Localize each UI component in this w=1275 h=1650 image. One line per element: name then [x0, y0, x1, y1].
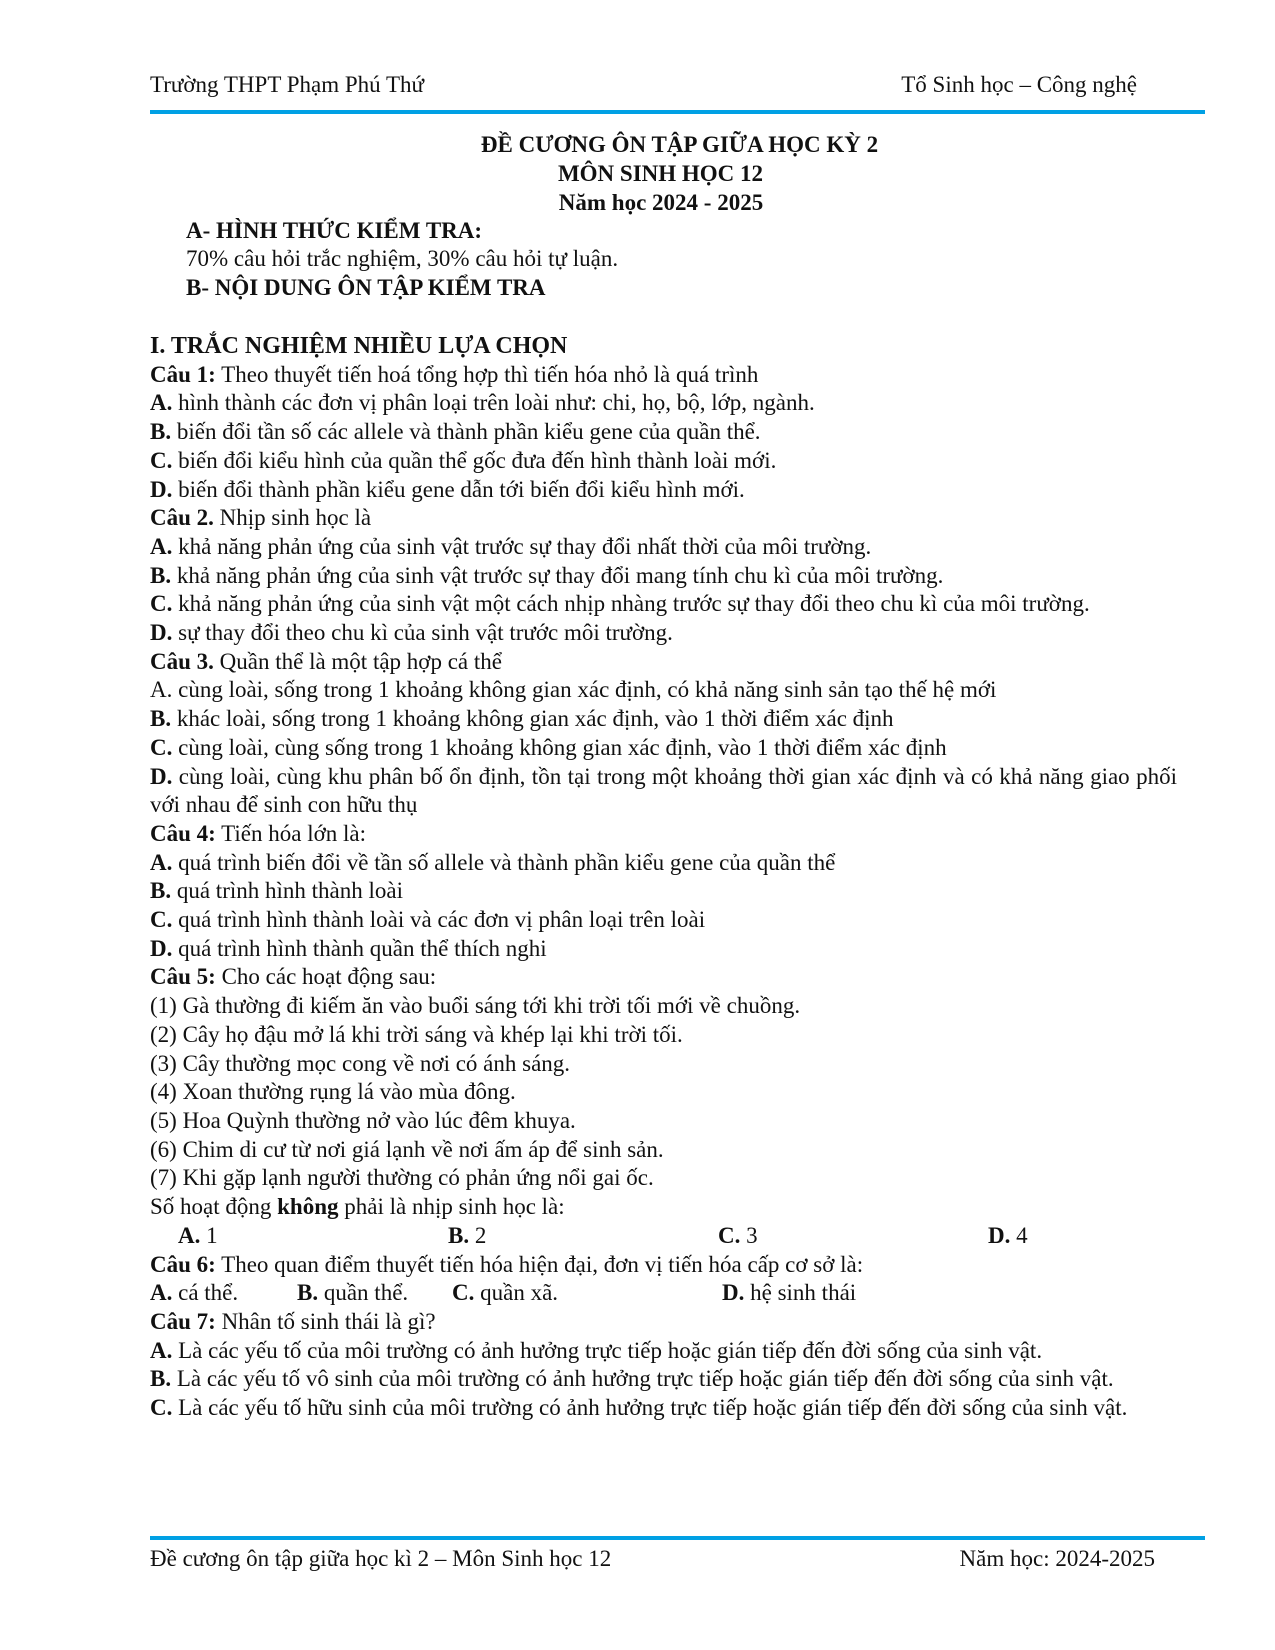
question-text: phải là nhịp sinh học là: [338, 1194, 565, 1220]
question-emphasis: không [277, 1194, 339, 1220]
q4-option-a [150, 849, 1177, 878]
part-1-title: I. TRẮC NGHIỆM NHIỀU LỰA CHỌN [150, 333, 568, 359]
option-key: A. [178, 1222, 201, 1248]
q7-option-b [150, 1365, 1177, 1394]
question-text: Tiến hóa lớn là: [215, 820, 366, 846]
question-label: Câu 1: [150, 361, 216, 387]
option-text: 2 [469, 1222, 487, 1248]
question-text: Nhịp sinh học là [213, 505, 372, 531]
question-label: Câu 6: [150, 1251, 216, 1277]
q5-item-1: (1) Gà thường đi kiếm ăn vào buổi sáng tới khi trời tối mới về chuồng. [150, 993, 801, 1019]
option-text: Là các yếu tố vô sinh của môi trường có ảnh hưởng trực tiếp hoặc gián tiếp đến đời sống của sinh vật. [171, 1366, 1114, 1392]
option-key: B. [150, 562, 172, 588]
option-key: D. [150, 935, 173, 961]
section-a-heading: A- HÌNH THỨC KIỂM TRA: [186, 218, 483, 243]
option-text: 3 [740, 1222, 758, 1248]
option-key: D. [988, 1222, 1011, 1248]
question-label: Câu 7: [150, 1308, 216, 1334]
option-text: Là các yếu tố của môi trường có ảnh hưởng trực tiếp hoặc gián tiếp đến đời sống của sinh vật. [172, 1337, 1043, 1363]
option-text: quần thể. [318, 1280, 409, 1306]
q3-option-c [150, 734, 1177, 763]
question-text: Số hoạt động [150, 1194, 278, 1220]
option-key: B. [150, 419, 172, 445]
option-text: khả năng phản ứng của sinh vật trước sự thay đổi mang tính chu kì của môi trường. [171, 562, 944, 588]
option-key: B. [150, 878, 172, 904]
q7-option-c [150, 1394, 1177, 1423]
q5-item-7: (7) Khi gặp lạnh người thường có phản ứng nổi gai ốc. [150, 1165, 654, 1191]
option-text: quá trình hình thành loài và các đơn vị phân loại trên loài [172, 907, 706, 933]
question-text: Quần thể là một tập hợp cá thể [213, 648, 502, 674]
option-key: D. [150, 476, 173, 502]
option-text: Là các yếu tố hữu sinh của môi trường có ảnh hưởng trực tiếp hoặc gián tiếp đến đời sống của sinh vật. [172, 1395, 1128, 1421]
q3-option-d [150, 763, 1177, 820]
header-rule [150, 110, 1205, 114]
option-text: quá trình hình thành loài [171, 878, 403, 904]
question-text: Theo thuyết tiến hoá tổng hợp thì tiến hóa nhỏ là quá trình [215, 361, 759, 387]
q7-option-a [150, 1337, 1177, 1366]
question-text: Theo quan điểm thuyết tiến hóa hiện đại, đơn vị tiến hóa cấp cơ sở là: [215, 1251, 864, 1277]
q6-answer-a [150, 1279, 297, 1308]
q3-option-a: A. cùng loài, sống trong 1 khoảng không gian xác định, có khả năng sinh sản tạo thế hệ mới [150, 677, 997, 703]
option-text: quá trình hình thành quần thể thích nghi [172, 935, 547, 961]
option-text: quần xã. [474, 1280, 559, 1306]
q2-option-d [150, 619, 1177, 648]
question-text: Cho các hoạt động sau: [215, 964, 437, 990]
section-a-text: 70% câu hỏi trắc nghiệm, 30% câu hỏi tự luận. [186, 246, 619, 271]
q5-answer-a [178, 1222, 448, 1251]
option-key: A. [150, 533, 173, 559]
question-2-stem [150, 504, 1177, 533]
footer-document-name: Đề cương ôn tập giữa học kì 2 – Môn Sinh học 12 [150, 1546, 612, 1571]
q5-answer-row [150, 1222, 1177, 1251]
option-key: A. [150, 1337, 173, 1363]
option-text: khả năng phản ứng của sinh vật một cách nhịp nhàng trước sự thay đổi theo chu kì của môi trường. [172, 591, 1090, 617]
question-5-stem [150, 963, 1177, 992]
q4-option-b [150, 877, 1177, 906]
question-content [150, 332, 1177, 1423]
option-text: 1 [200, 1222, 218, 1248]
question-label: Câu 3. [150, 648, 214, 674]
option-text: cá thể. [172, 1280, 239, 1306]
question-1-stem [150, 361, 1177, 390]
option-key: B. [297, 1280, 319, 1306]
option-key: C. [150, 907, 173, 933]
question-6-stem [150, 1251, 1177, 1280]
footer-school-year: Năm học: 2024-2025 [959, 1546, 1155, 1571]
option-key: C. [718, 1222, 741, 1248]
q6-answer-c [452, 1279, 722, 1308]
q5-item-3: (3) Cây thường mọc cong về nơi có ánh sáng. [150, 1050, 571, 1076]
option-text: quá trình biến đổi về tần số allele và thành phần kiểu gene của quần thể [172, 849, 836, 875]
q2-option-b [150, 562, 1177, 591]
option-text: sự thay đổi theo chu kì của sinh vật trước môi trường. [172, 620, 673, 646]
option-text: khả năng phản ứng của sinh vật trước sự thay đổi nhất thời của môi trường. [172, 533, 872, 559]
header-department: Tổ Sinh học – Công nghệ [901, 72, 1137, 97]
q5-item-2: (2) Cây họ đậu mở lá khi trời sáng và khép lại khi trời tối. [150, 1021, 683, 1047]
q1-option-a [150, 389, 1177, 418]
option-key: D. [722, 1280, 745, 1306]
option-text: 4 [1010, 1222, 1028, 1248]
option-text: biến đổi kiểu hình của quần thể gốc đưa đến hình thành loài mới. [172, 447, 777, 473]
option-key: D. [150, 763, 173, 789]
option-key: C. [150, 734, 173, 760]
q3-option-b [150, 705, 1177, 734]
q5-item-4: (4) Xoan thường rụng lá vào mùa đông. [150, 1079, 516, 1105]
option-text: cùng loài, cùng khu phân bố ổn định, tồn tại trong một khoảng thời gian xác định và có khả năng giao phối với nhau để sinh con hữu thụ [150, 763, 1177, 818]
option-key: B. [150, 1366, 172, 1392]
q2-option-c [150, 590, 1177, 619]
school-year-title: Năm học 2024 - 2025 [558, 190, 764, 215]
q5-answer-c [718, 1222, 988, 1251]
q4-option-c [150, 906, 1177, 935]
question-label: Câu 4: [150, 820, 216, 846]
subject-title: MÔN SINH HỌC 12 [557, 161, 764, 186]
option-key: A. [150, 849, 173, 875]
header-school: Trường THPT Phạm Phú Thứ [150, 72, 424, 97]
option-key: C. [452, 1280, 475, 1306]
q5-answer-d [988, 1222, 1028, 1251]
option-text: hình thành các đơn vị phân loại trên loài như: chi, họ, bộ, lớp, ngành. [172, 390, 815, 416]
option-text: biến đổi tần số các allele và thành phần kiểu gene của quần thể. [171, 419, 761, 445]
option-key: C. [150, 447, 173, 473]
option-text: hệ sinh thái [744, 1280, 857, 1306]
option-key: B. [448, 1222, 470, 1248]
option-key: B. [150, 706, 172, 732]
option-text: khác loài, sống trong 1 khoảng không gian xác định, vào 1 thời điểm xác định [171, 706, 894, 732]
q5-item-6: (6) Chim di cư từ nơi giá lạnh về nơi ấm áp để sinh sản. [150, 1136, 664, 1162]
option-text: biến đổi thành phần kiểu gene dẫn tới biến đổi kiểu hình mới. [172, 476, 745, 502]
q5-question [150, 1193, 1177, 1222]
section-b-heading: B- NỘI DUNG ÔN TẬP KIỂM TRA [186, 275, 546, 300]
option-key: A. [150, 1280, 173, 1306]
q6-answer-b [297, 1279, 452, 1308]
question-label: Câu 2. [150, 505, 214, 531]
q5-answer-b [448, 1222, 718, 1251]
option-key: D. [150, 620, 173, 646]
question-text: Nhân tố sinh thái là gì? [215, 1308, 436, 1334]
q4-option-d [150, 935, 1177, 964]
document-title: ĐỀ CƯƠNG ÔN TẬP GIỮA HỌC KỲ 2 [480, 132, 879, 157]
q1-option-c [150, 447, 1177, 476]
question-4-stem [150, 820, 1177, 849]
option-key: C. [150, 591, 173, 617]
question-3-stem [150, 648, 1177, 677]
q6-answer-row [150, 1279, 1177, 1308]
q5-item-5: (5) Hoa Quỳnh thường nở vào lúc đêm khuya. [150, 1107, 576, 1133]
q6-answer-d [722, 1279, 856, 1308]
q2-option-a [150, 533, 1177, 562]
q1-option-b [150, 418, 1177, 447]
option-key: A. [150, 390, 173, 416]
footer-rule [150, 1536, 1205, 1540]
option-key: C. [150, 1395, 173, 1421]
q1-option-d [150, 476, 1177, 505]
option-text: cùng loài, cùng sống trong 1 khoảng không gian xác định, vào 1 thời điểm xác định [172, 734, 947, 760]
question-label: Câu 5: [150, 964, 216, 990]
question-7-stem [150, 1308, 1177, 1337]
